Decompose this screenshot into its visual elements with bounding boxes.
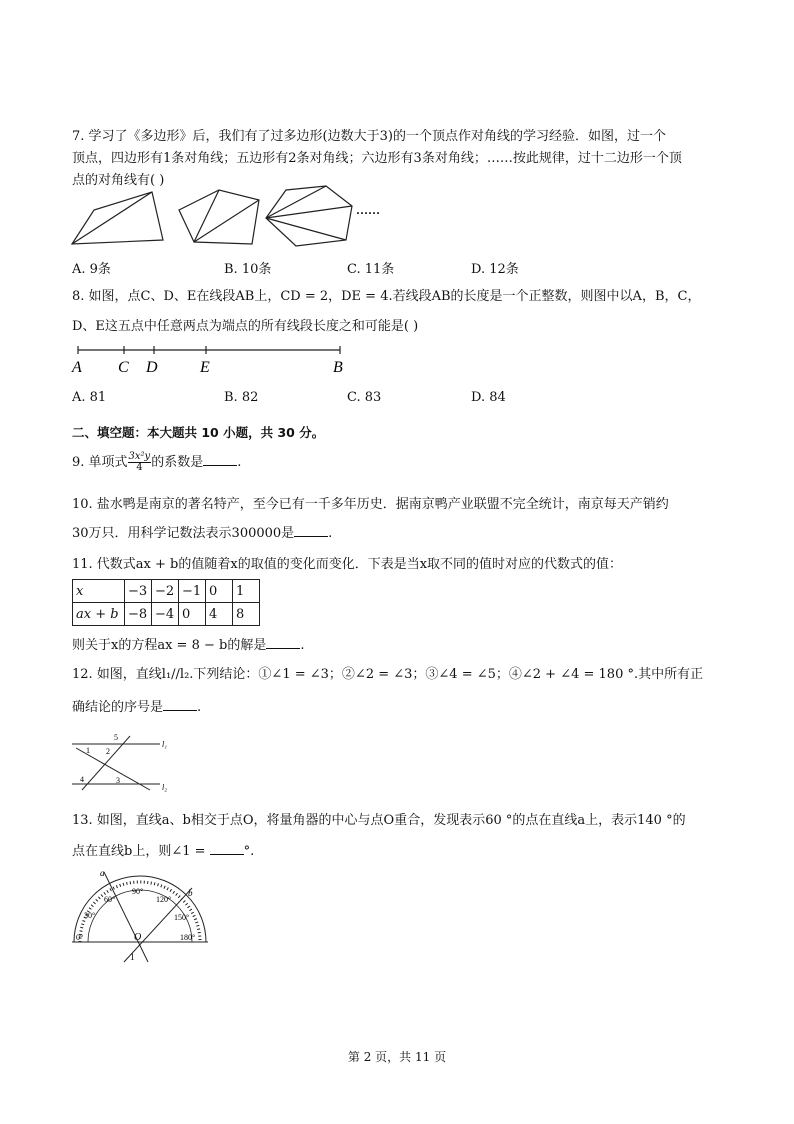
q12-line-2: 确结论的序号是 [72,700,164,715]
scale-label-0: 0° [76,933,84,942]
angle-label-1: 1 [86,746,90,755]
q10-answer-blank[interactable] [294,524,328,537]
point-b-label: B [333,359,343,376]
q13-protractor-figure [68,866,218,966]
scale-label-180: 180° [180,933,196,942]
q12-text-line-1: 12. 如图，直线l₁//l₂.下列结论：①∠1 = ∠3；②∠2 = ∠3；③∠4 = ∠5；④∠2 + ∠4 = 180 °.其中所有正 [72,667,704,682]
table-cell: −4 [152,603,179,626]
q8-text-line-1: 8. 如图，点C、D、E在线段AB上，CD = 2，DE = 4.若线段AB的长度是一个正整数，则图中以A，B，C， [72,289,701,304]
q13-line-2: 点在直线b上，则∠1 = [72,844,210,859]
table-cell: 8 [233,603,260,626]
q9-suffix: 的系数是 [151,455,204,470]
q11-answer-blank[interactable] [266,636,300,649]
table-cell: x [73,580,125,603]
point-a-label: A [72,359,82,376]
q12-text-line-2 [72,698,201,717]
section-fill-in-header: 二、填空题：本大题共 10 小题，共 30 分。 [72,425,325,440]
q9-prefix: 9. 单项式 [72,455,128,470]
q13-text-line-1: 13. 如图，直线a、b相交于点O，将量角器的中心与点O重合，发现表示60 °的点在直线a上，表示140 °的 [72,813,686,828]
pentagon-shape [179,190,259,244]
point-o-label: O [134,932,142,943]
q13-answer-blank[interactable] [210,842,244,855]
q7-text-line-2: 顶点，四边形有1条对角线；五边形有2条对角线；六边形有3条对角线；……按此规律，过十二边形一个顶 [72,151,682,166]
q13-end: °. [243,844,255,859]
page-footer: 第 2 页，共 11 页 [347,1050,447,1064]
angle-label-4: 4 [80,775,84,784]
q7-option-b[interactable]: B. 10条 [224,262,272,277]
q9-fraction [128,452,152,473]
line-l2-label: l₂ [162,783,168,792]
q11-text-line-1: 11. 代数式ax + b的值随着x的取值的变化而变化．下表是当x取不同的值时对应的代数式的值： [72,557,623,572]
line-l1-label: l₁ [162,740,168,749]
table-cell: −2 [152,580,179,603]
q10-text-line-2 [72,524,332,543]
q8-option-d[interactable]: D. 84 [471,390,506,405]
table-cell: −8 [125,603,152,626]
scale-label-150: 150° [174,913,190,922]
q12-parallel-lines-figure [68,728,178,796]
q8-option-b[interactable]: B. 82 [224,390,259,405]
q12-answer-blank[interactable] [163,698,197,711]
q10-end: . [328,526,333,541]
q9-text [72,452,241,474]
angle-label-3: 3 [116,776,120,785]
table-cell: −3 [125,580,152,603]
q9-end: . [237,455,242,470]
q8-segment-figure [66,342,366,376]
q9-denominator: 4 [136,462,143,473]
scale-label-60: 60° [104,895,116,904]
line-b-label: b [188,888,193,898]
scale-label-90: 90° [132,887,144,896]
angle-1-label: 1 [130,952,135,962]
q11-line-2: 则关于x的方程ax = 8 − b的解是 [72,638,267,653]
q10-line-2: 30万只．用科学记数法表示300000是 [72,526,295,541]
q7-option-d[interactable]: D. 12条 [471,262,519,277]
q7-option-a[interactable]: A. 9条 [72,262,111,277]
scale-label-120: 120° [156,895,172,904]
q8-text-line-2: D、E这五点中任意两点为端点的所有线段长度之和可能是( ) [72,319,419,334]
table-cell: 0 [206,580,233,603]
q7-ellipsis: …… [356,203,380,217]
table-row [73,580,260,603]
quadrilateral-shape [72,192,163,244]
scale-label-30: 30° [84,911,96,920]
table-cell: 0 [179,603,206,626]
q9-answer-blank[interactable] [203,453,237,466]
q8-option-a[interactable]: A. 81 [72,390,107,405]
q7-text-line-3: 点的对角线有( ) [72,173,165,188]
angle-label-5: 5 [114,733,118,742]
table-cell: 4 [206,603,233,626]
q13-text-line-2 [72,842,254,861]
line-a-label: a [100,868,105,878]
q9-numerator: 3x²y [128,451,151,462]
q12-end: . [197,700,202,715]
angle-label-2: 2 [106,747,110,756]
point-d-label: D [146,359,158,376]
q7-polygon-figure [64,182,404,252]
q7-option-c[interactable]: C. 11条 [347,262,395,277]
hexagon-shape [266,186,352,246]
table-cell: −1 [179,580,206,603]
q11-text-line-2 [72,636,304,655]
table-row [73,603,260,626]
table-cell: ax + b [73,603,125,626]
q11-value-table [72,579,260,626]
q7-text-line-1: 7. 学习了《多边形》后，我们有了过多边形(边数大于3)的一个顶点作对角线的学习经验．如图，过一个 [72,129,666,144]
q8-option-c[interactable]: C. 83 [347,390,382,405]
q11-end: . [300,638,305,653]
q10-text-line-1: 10. 盐水鸭是南京的著名特产，至今已有一千多年历史．据南京鸭产业联盟不完全统计，南京每天产销约 [72,497,669,512]
point-c-label: C [118,359,129,376]
table-cell: 1 [233,580,260,603]
point-e-label: E [200,359,210,376]
